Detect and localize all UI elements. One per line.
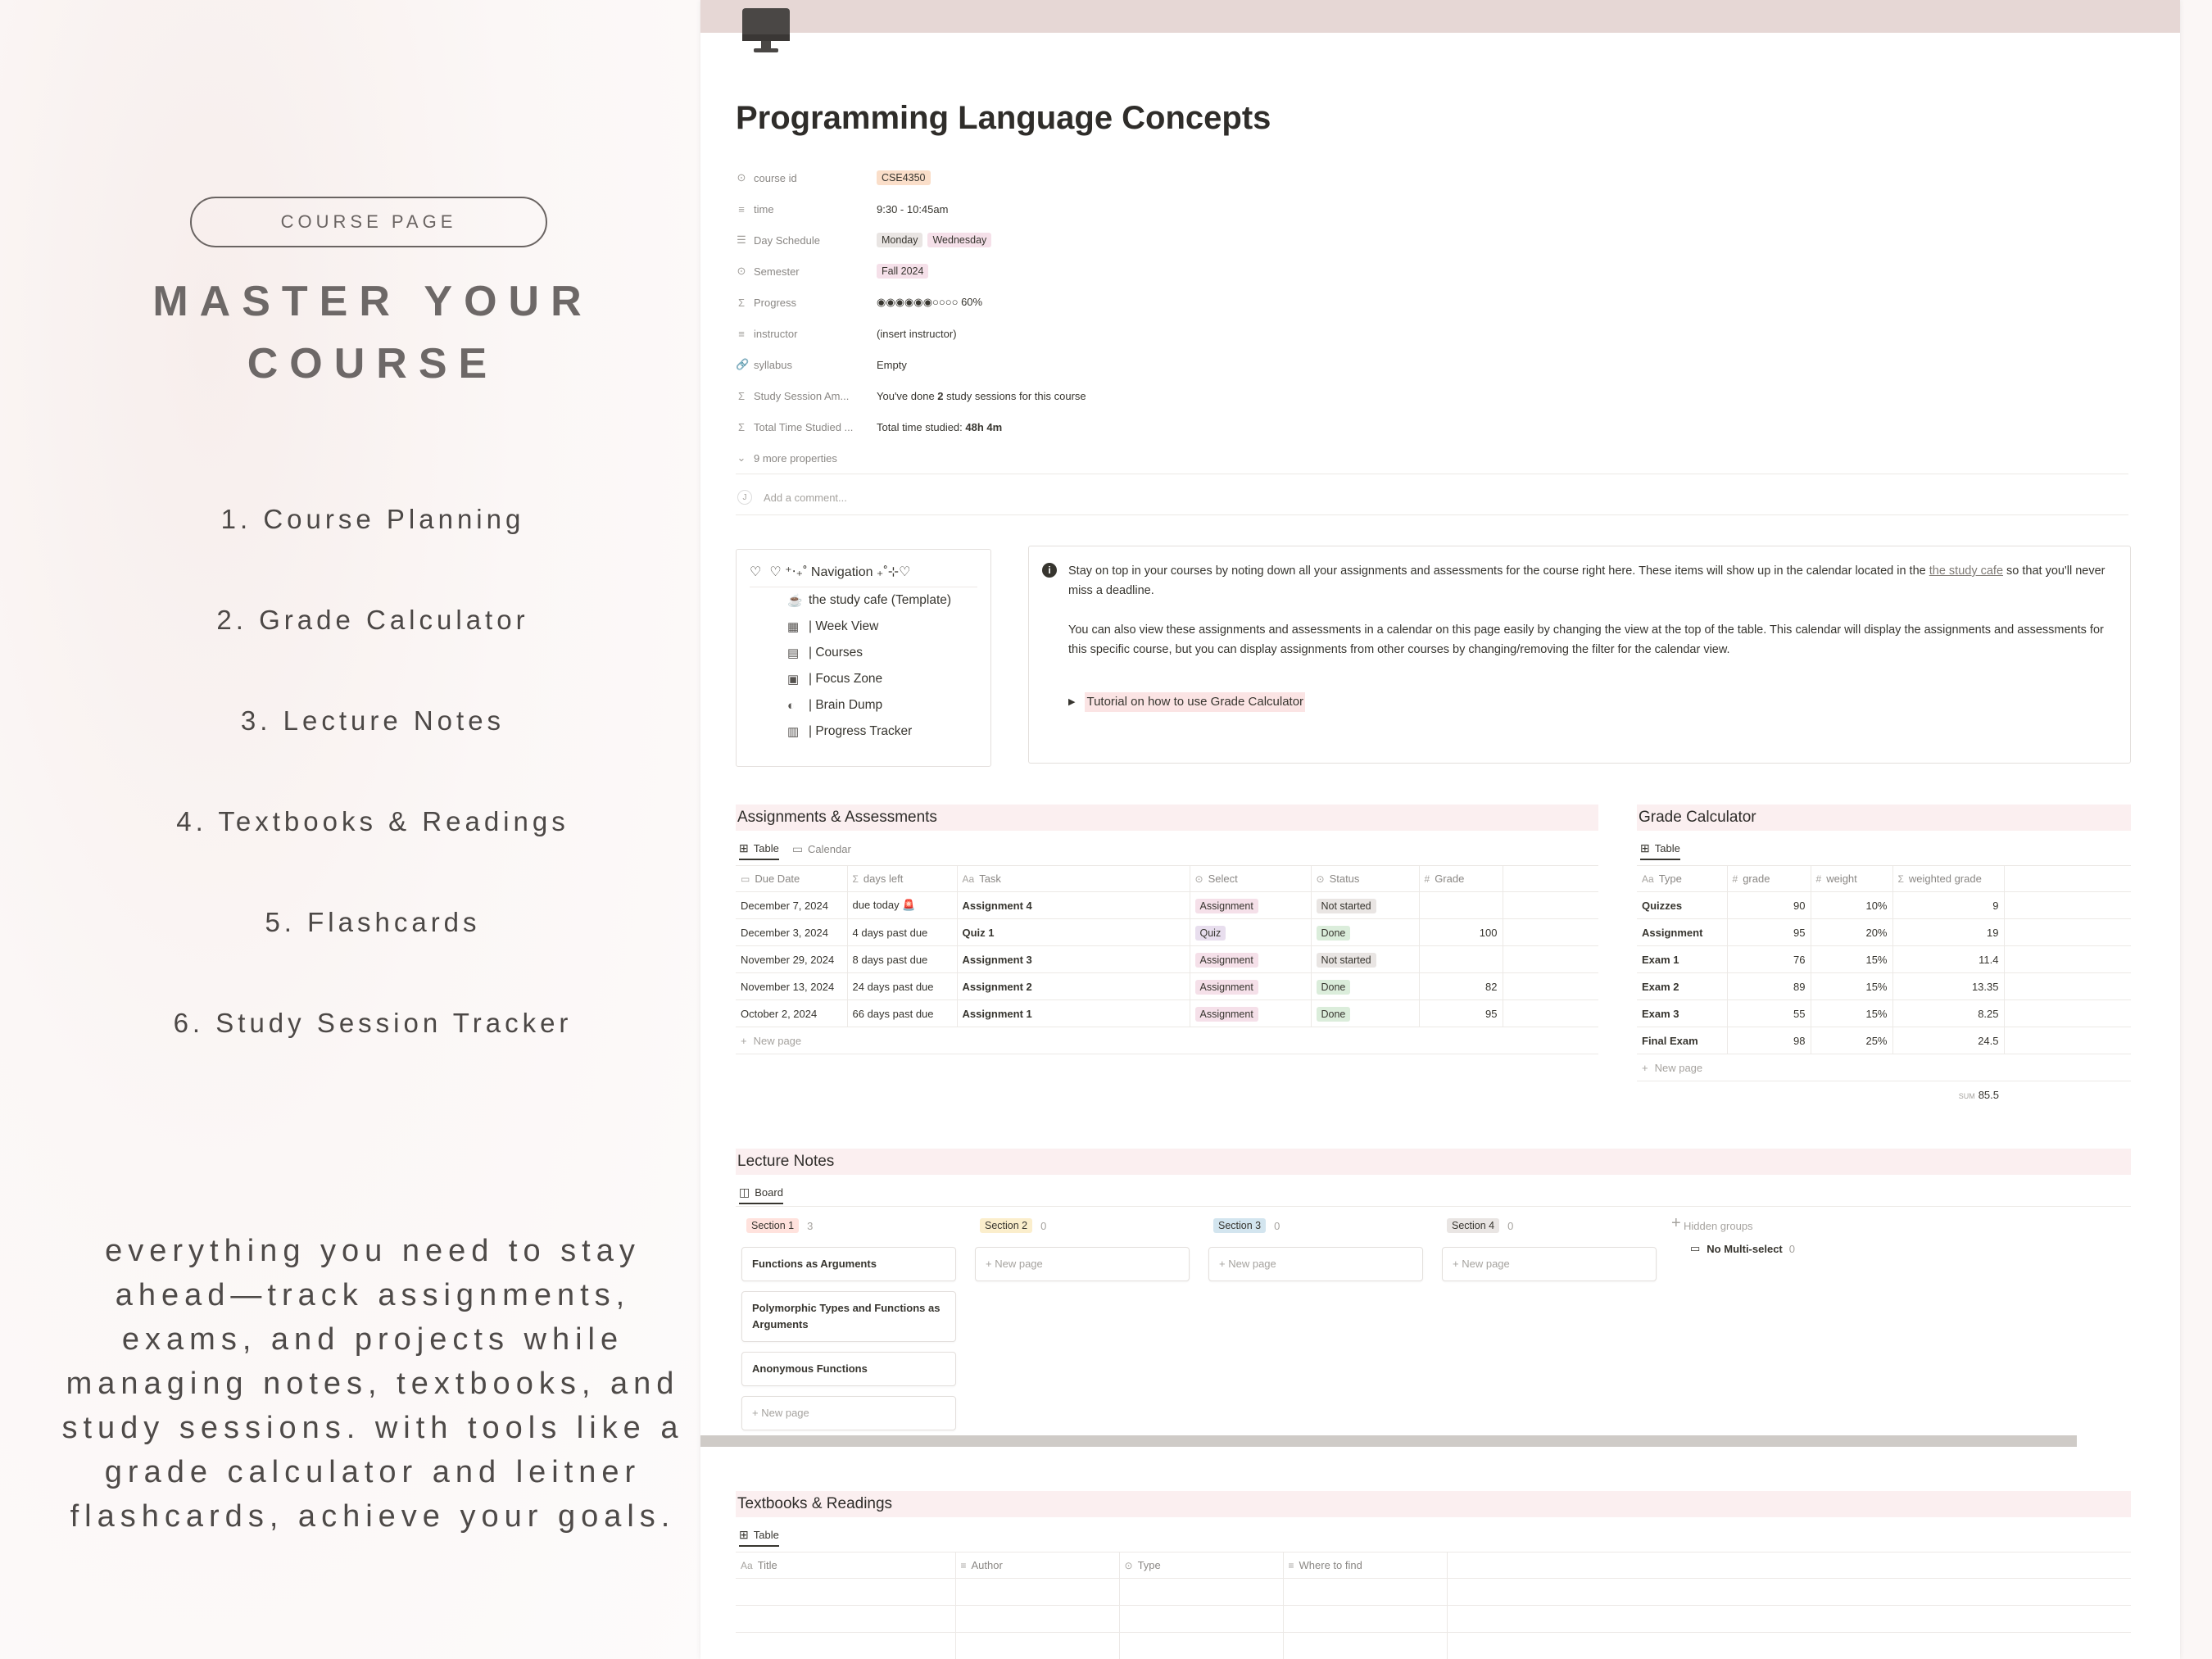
promo-blurb: everything you need to stay ahead—track assignments, exams, and projects while managing notes, textbooks, and study sessions. with tools like a grade calculator and leitner flashcards, achieve your goals. [61,1234,684,1534]
text-lines-icon: ≡ [960,1560,967,1571]
select-tag: Assignment [1195,980,1258,995]
add-comment[interactable] [737,490,847,505]
property-label: Progress [754,296,797,309]
status-icon: ⊙ [1316,873,1325,885]
feature-item: 6. Study Session Tracker [173,1008,573,1038]
callout-paragraph-1: Stay on top in your courses by noting down all your assignments and assessments for the course right here. These items will show up in the calendar located in the the study cafe so that you'll never miss a deadline. [1068,564,2105,597]
tab-table[interactable]: ⊞ Table [739,1524,779,1547]
nav-link-label: | Week View [809,619,879,633]
table-row[interactable]: Exam 2 89 15% 13.35 [1637,973,2131,1000]
course-page-pill: COURSE PAGE [190,197,547,247]
chart-icon: ▥ [787,725,800,739]
table-row[interactable]: Assignment 95 20% 19 [1637,919,2131,946]
feature-item: 2. Grade Calculator [216,605,529,635]
task-title[interactable]: Quiz 1 [957,919,1190,946]
add-group-icon[interactable]: + [1671,1214,1681,1232]
column-header[interactable]: ≡ Where to find [1283,1552,1447,1579]
grade-calculator-table [1637,865,2131,1108]
status-badge: Not started [1317,953,1376,968]
sum-calculation[interactable]: SUM 85.5 [1958,1088,1999,1101]
table-row[interactable] [736,1633,2131,1659]
syllabus-value: Empty [877,358,907,371]
nav-link-label: | Progress Tracker [809,724,913,738]
board-card[interactable]: Functions as Arguments [741,1247,956,1281]
column-header[interactable]: ⊙ Type [1119,1552,1283,1579]
group-header[interactable]: Section 1 3 [746,1214,956,1237]
feature-item: 4. Textbooks & Readings [176,806,569,836]
feature-item: 3. Lecture Notes [240,705,505,736]
textbook-view-tabs [739,1524,779,1547]
plus-icon: + [1642,1061,1648,1074]
plus-icon: + [752,1407,762,1419]
new-page-card[interactable]: + New page [1208,1247,1423,1281]
table-row[interactable]: Exam 3 55 15% 8.25 [1637,1000,2131,1027]
assignments-section-title[interactable]: Assignments & Assessments [736,805,1598,831]
property-total-time[interactable] [736,411,2128,442]
plus-icon: + [986,1258,995,1270]
progress-value: ◉◉◉◉◉◉○○○○ 60% [877,296,983,308]
semester-tag: Fall 2024 [877,264,928,279]
assignments-table [736,865,1598,1054]
column-header[interactable]: ▭ Due Date [736,866,847,892]
table-row[interactable]: November 29, 2024 8 days past due Assignment 3 Assignment Not started [736,946,1598,973]
property-label: syllabus [754,358,792,371]
sigma-icon: Σ [852,873,859,885]
nav-link-brain-dump[interactable] [787,692,977,718]
number-icon: # [1815,873,1822,885]
table-row[interactable]: October 2, 2024 66 days past due Assignment 1 Assignment Done 95 [736,1000,1598,1027]
plus-icon: + [1453,1258,1462,1270]
add-comment-placeholder: Add a comment... [764,491,847,504]
select-tag: Assignment [1195,899,1258,913]
hidden-group-item[interactable]: ▭ No Multi-select 0 [1690,1242,1795,1255]
more-properties-toggle[interactable] [736,442,2128,474]
assignments-view-tabs [739,837,851,860]
lecture-view-tabs [739,1181,783,1204]
nav-link-study-cafe[interactable] [787,587,977,614]
headline [0,270,750,395]
info-icon: i [1042,563,1057,578]
select-tag: Quiz [1195,926,1226,941]
horizontal-scrollbar[interactable] [700,1435,2077,1447]
time-value: 9:30 - 10:45am [877,202,949,215]
column-header[interactable]: Σ weighted grade [1892,866,2004,892]
title-icon: Aa [1642,873,1654,885]
table-row[interactable]: December 7, 2024 due today 🚨 Assignment 4 Assignment Not started [736,892,1598,919]
column-header[interactable]: # Grade [1419,866,1503,892]
instructor-value: (insert instructor) [877,327,957,340]
text-lines-icon: ≡ [738,202,745,215]
column-header[interactable]: # grade [1727,866,1811,892]
property-course-id[interactable] [736,162,2128,193]
text-lines-icon: ≡ [738,327,745,340]
coffee-icon: ☕ [787,594,803,608]
headline-line-1: MASTER YOUR [152,278,593,325]
circle-select-icon: ⊙ [1124,1560,1133,1571]
status-badge: Done [1317,980,1351,995]
callout-paragraph-2: You can also view these assignments and assessments in a calendar on this page easily by changing the view at the top of the table. This calendar will display the assignments and assessments for this specific course, but you can display assignments from other courses by changing/removing the filter for the calendar view. [1068,623,2104,656]
circle-select-icon: ⊙ [737,171,746,184]
book-icon: ▤ [787,646,800,660]
column-header[interactable]: ⊙ Status [1311,866,1419,892]
plus-icon: + [741,1034,747,1047]
group-tag: Section 1 [746,1218,799,1233]
property-semester[interactable] [736,256,2128,287]
new-page-card[interactable]: + New page [1442,1247,1657,1281]
navigation-title: ♡ ⁺‧₊˚ Navigation ₊˚⊹♡ [769,564,911,579]
divider [736,1206,2131,1207]
title-icon: Aa [741,1560,753,1571]
table-icon: ⊞ [1640,841,1650,854]
board-column [741,1214,956,1430]
group-header[interactable]: Section 4 0 [1447,1214,1657,1237]
property-label: Semester [754,265,800,278]
brain-icon: ◐ [787,698,796,713]
column-header[interactable]: Σ days left [847,866,957,892]
more-properties-label: 9 more properties [754,451,837,465]
column-header[interactable]: # weight [1811,866,1892,892]
sigma-icon: Σ [737,389,746,402]
total-time-text: Total time studied: [877,420,966,433]
chevron-down-icon: ⌄ [737,451,746,464]
nav-link-label: | Focus Zone [809,672,883,686]
table-row[interactable]: December 3, 2024 4 days past due Quiz 1 Quiz Done 100 [736,919,1598,946]
table-row[interactable]: Final Exam 98 25% 24.5 [1637,1027,2131,1054]
link-icon: 🔗 [736,358,750,370]
column-header[interactable]: Aa Title [736,1552,955,1579]
avatar: J [737,490,752,505]
column-header[interactable]: Aa Task [957,866,1190,892]
textbooks-section-title[interactable]: Textbooks & Readings [736,1491,2131,1517]
feature-item: 1. Course Planning [220,504,525,534]
group-tag: Section 2 [980,1218,1032,1233]
table-row[interactable]: Exam 1 76 15% 11.4 [1637,946,2131,973]
new-page-row[interactable]: + New page [736,1027,1598,1054]
notion-page [700,0,2180,1659]
sigma-icon: Σ [737,420,746,433]
task-title[interactable]: Assignment 1 [957,1000,1190,1027]
table-icon: ⊞ [739,841,749,854]
board-column [1208,1214,1423,1281]
calendar-icon: ▭ [791,841,804,855]
headline-line-2: COURSE [247,340,499,388]
calendar-icon: ▦ [787,620,800,634]
table-row[interactable]: November 13, 2024 24 days past due Assignment 2 Assignment Done 82 [736,973,1598,1000]
tab-board[interactable]: ◫ Board [739,1181,783,1204]
hidden-groups-label[interactable]: Hidden groups [1684,1219,1753,1232]
column-header[interactable]: ⊙ Select [1190,866,1311,892]
info-callout [1028,546,2131,764]
page-cover[interactable] [700,0,2180,33]
status-badge: Done [1317,926,1351,941]
heart-icon: ♡ [750,564,762,579]
board-card[interactable]: Polymorphic Types and Functions as Arguments [741,1291,956,1342]
table-icon: ⊞ [739,1527,749,1541]
plus-icon: + [1219,1258,1229,1270]
textbooks-table [736,1552,2131,1659]
nav-link-label: | Courses [809,646,863,660]
total-time-value: 48h 4m [965,420,1003,433]
property-label: time [754,202,774,215]
new-page-card[interactable]: + New page [975,1247,1190,1281]
tab-table[interactable]: ⊞ Table [1640,837,1680,860]
navigation-box [736,549,991,767]
grade-view-tabs [1640,837,1680,860]
tutorial-toggle[interactable] [1068,692,2109,712]
new-page-row[interactable]: + New page [1637,1054,2131,1081]
day-tag: Wednesday [927,233,991,247]
tutorial-toggle-label: Tutorial on how to use Grade Calculator [1085,692,1305,712]
title-icon: Aa [962,873,975,885]
property-syllabus[interactable] [736,349,2128,380]
list-icon: ☰ [737,233,746,246]
hidden-groups [1684,1214,1795,1255]
day-tag: Monday [877,233,922,247]
property-instructor[interactable] [736,318,2128,349]
divider [736,514,2128,515]
table-row[interactable] [736,1579,2131,1606]
select-tag: Assignment [1195,1007,1258,1022]
property-label: Total Time Studied ... [754,420,854,433]
inbox-icon: ▭ [1690,1242,1701,1254]
calendar-icon: ▭ [741,873,750,885]
course-id-tag: CSE4350 [877,170,931,185]
board-column [975,1214,1190,1281]
feature-list [0,504,746,1108]
status-badge: Done [1317,1007,1351,1022]
nav-link-label: | Brain Dump [809,698,883,712]
status-badge: Not started [1317,899,1376,913]
number-icon: # [1732,873,1738,885]
nav-link-week-view[interactable] [787,614,977,640]
circle-select-icon: ⊙ [1194,873,1203,885]
lecture-notes-title[interactable]: Lecture Notes [736,1149,2131,1175]
property-day-schedule[interactable] [736,224,2128,256]
property-label: course id [754,171,797,184]
study-cafe-link[interactable]: the study cafe [1929,564,2004,578]
column-header[interactable]: ≡ Author [955,1552,1119,1579]
group-tag: Section 3 [1213,1218,1266,1233]
column-header[interactable]: Aa Type [1637,866,1727,892]
select-tag: Assignment [1195,953,1258,968]
property-progress[interactable] [736,287,2128,318]
feature-item: 5. Flashcards [265,907,481,937]
property-label: Study Session Am... [754,389,850,402]
property-label: Day Schedule [754,233,820,247]
text-lines-icon: ≡ [1288,1560,1294,1571]
group-tag: Section 4 [1447,1218,1499,1233]
sigma-icon: Σ [1897,873,1904,885]
study-sessions-text: study sessions for this course [943,389,1086,402]
tab-table[interactable]: ⊞ Table [739,837,779,860]
desktop-computer-icon[interactable] [741,7,791,56]
circle-select-icon: ⊙ [737,265,746,277]
nav-link-label: the study cafe (Template) [809,593,952,607]
sigma-icon: Σ [737,296,746,309]
promo-panel [0,0,700,1659]
calculation-row [1637,1081,2131,1108]
property-time[interactable] [736,193,2128,224]
property-label: instructor [754,327,798,340]
task-title[interactable]: Assignment 4 [957,892,1190,919]
board-column [1442,1214,1657,1281]
study-sessions-count: 2 [937,389,944,402]
navigation-header[interactable] [750,563,977,587]
nav-link-focus-zone[interactable] [787,666,977,692]
table-row[interactable]: Quizzes 90 10% 9 [1637,892,2131,919]
study-sessions-text: You've done [877,389,938,402]
tab-calendar[interactable]: ▭ Calendar [791,841,851,855]
task-title[interactable]: Assignment 2 [957,973,1190,1000]
property-study-sessions[interactable] [736,380,2128,411]
grade-calculator-title[interactable]: Grade Calculator [1637,805,2131,831]
group-header[interactable]: Section 2 0 [980,1214,1190,1237]
page-title[interactable]: Programming Language Concepts [736,100,1271,136]
board-card[interactable]: Anonymous Functions [741,1352,956,1386]
nav-link-progress-tracker[interactable] [787,718,977,745]
number-icon: # [1424,873,1430,885]
nav-link-courses[interactable] [787,640,977,666]
triangle-right-icon: ▶ [1068,697,1076,707]
board-icon: ◫ [739,1185,750,1199]
properties-panel [736,162,2128,474]
new-page-card[interactable]: + New page [741,1396,956,1430]
group-header[interactable]: Section 3 0 [1213,1214,1423,1237]
table-row[interactable] [736,1606,2131,1633]
task-title[interactable]: Assignment 3 [957,946,1190,973]
timer-icon: ▣ [787,673,800,687]
